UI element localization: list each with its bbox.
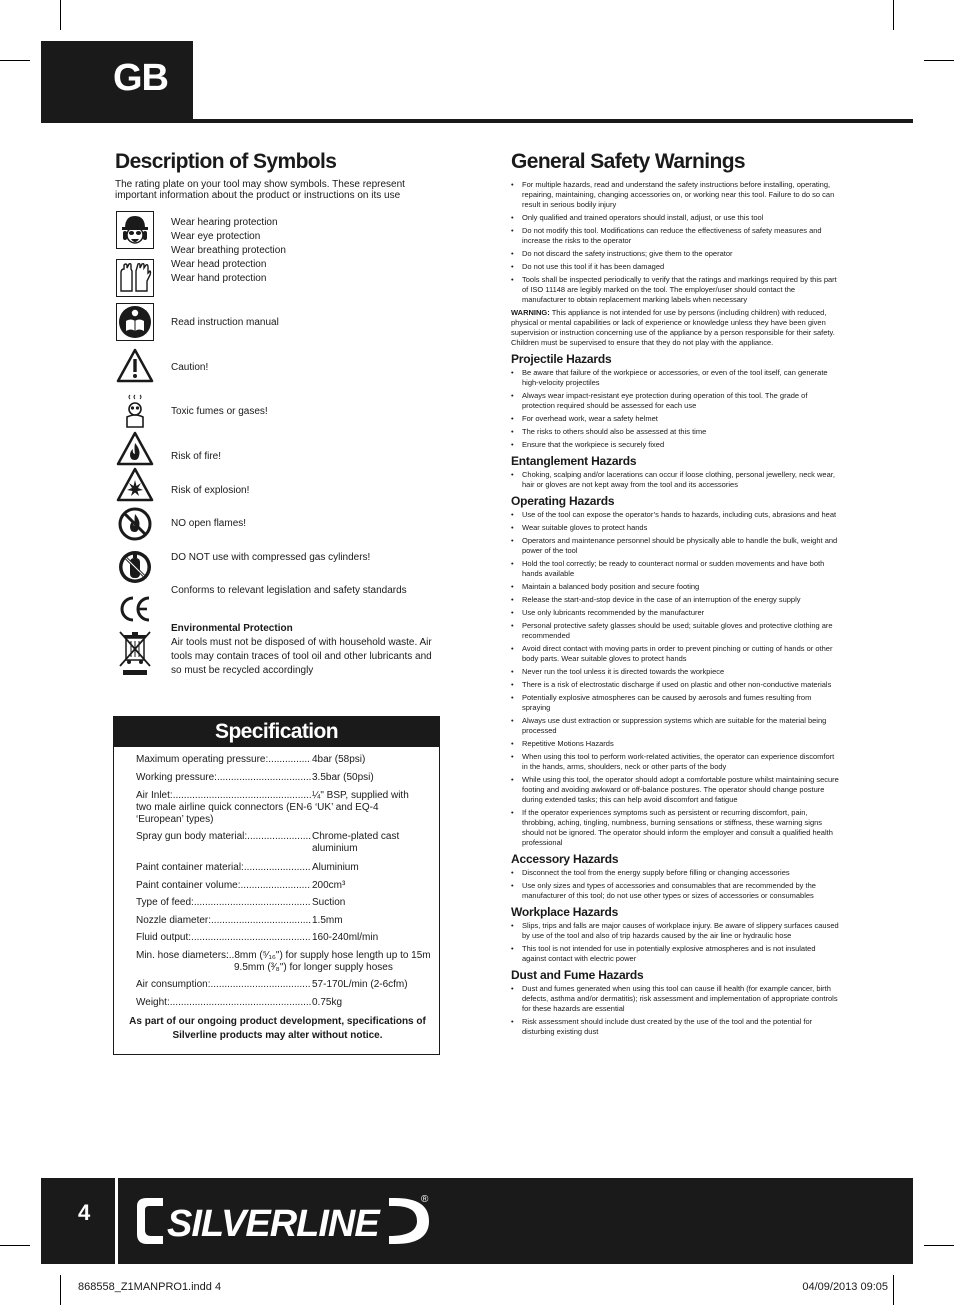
hazard-list xyxy=(511,921,841,964)
spec-value: Aluminium xyxy=(312,862,436,874)
hazard-section-title: Accessory Hazards xyxy=(511,852,619,866)
slug-datetime: 04/09/2013 09:05 xyxy=(802,1281,888,1293)
spec-value: Chrome-plated cast aluminium xyxy=(312,831,407,855)
safety-title: General Safety Warnings xyxy=(511,150,745,173)
spec-label: Nozzle diameter: ..... xyxy=(136,915,311,927)
spec-row xyxy=(136,897,436,909)
spec-row xyxy=(136,932,436,944)
crop-mark xyxy=(924,1245,954,1246)
slug-filename: 868558_Z1MANPRO1.indd 4 xyxy=(78,1281,222,1293)
crossed-bin-icon xyxy=(116,628,154,676)
spec-label: Weight: ..... xyxy=(136,997,311,1009)
spec-value: 3.5bar (50psi) xyxy=(312,772,436,784)
hazard-section-title: Entanglement Hazards xyxy=(511,454,637,468)
specification-box xyxy=(113,716,440,1055)
list-item: • When using this tool to perform work-related activities, the operator can experience discomfort in the hands, arms, shoulders, neck or other parts of the body xyxy=(511,752,841,772)
environmental-title: Environmental Protection xyxy=(171,623,293,634)
no-flames-icon xyxy=(116,505,154,543)
list-item: • Risk assessment should include dust created by the use of the tool and the potential for disturbing existing dust xyxy=(511,1017,841,1037)
warning-paragraph xyxy=(511,308,841,348)
symbol-line: Wear eye protection xyxy=(171,231,261,242)
caution-icon xyxy=(116,347,154,385)
list-item: • Choking, scalping and/or lacerations can occur if loose clothing, personal jewellery, neck wear, hair or gloves are not kept away from the tool and its accessories xyxy=(511,470,841,490)
spec-label: Fluid output: ..... xyxy=(136,932,311,944)
list-item: • Ensure that the workpiece is securely fixed xyxy=(511,440,841,450)
list-item: • Personal protective safety glasses should be used; suitable gloves and protective clothing are recommended xyxy=(511,621,841,641)
spec-continuation: two male airline quick connectors (EN-6 ‘UK’ and EQ-4 ‘European’ types) xyxy=(136,802,379,825)
spec-row xyxy=(136,979,436,991)
explosion-icon xyxy=(116,466,154,504)
spec-value: ...8mm (⁵⁄₁₆") for supply hose length up to 15m xyxy=(226,950,431,961)
list-item: • Tools shall be inspected periodically to verify that the ratings and markings required by this part of ISO 11148 are legibly marked on the tool. The employer/user should contact the manufacturer to obtain replacement marking labels when necessary xyxy=(511,275,841,305)
list-item: • Use of the tool can expose the operator’s hands to hazards, including cuts, abrasions and heat xyxy=(511,510,841,520)
symbol-fire-text: Risk of fire! xyxy=(171,451,222,462)
list-item: • Use only sizes and types of accessories and consumables that are recommended by the manufacturer of this tool; do not use other types or sizes of accessories or consumables xyxy=(511,881,841,901)
footer-divider xyxy=(115,1178,118,1264)
spec-continuation: 9.5mm (³⁄₈") for longer supply hoses xyxy=(234,962,393,973)
symbol-line: Wear breathing protection xyxy=(171,245,286,256)
header-rule xyxy=(193,119,913,123)
symbol-line: Wear hand protection xyxy=(171,273,267,284)
hazard-list xyxy=(511,368,841,450)
list-item: • Be aware that failure of the workpiece or accessories, or even of the tool itself, can generate high-velocity projectiles xyxy=(511,368,841,388)
spec-label: Paint container material: ..... xyxy=(136,862,311,874)
crop-mark xyxy=(60,0,61,30)
spec-label: Min. hose diameters: xyxy=(136,950,229,961)
spec-row xyxy=(136,754,436,766)
list-item: • Dust and fumes generated when using this tool can cause ill health (for example cancer, birth defects, asthma and/or dermatitis); risk assessment and implementation of appropriate controls for these hazards are essential xyxy=(511,984,841,1014)
hazard-list xyxy=(511,984,841,1037)
list-item: • If the operator experiences symptoms such as persistent or recurring discomfort, pain, throbbing, aching, tingling, numbness, burning sensations or stiffness, these warning signs should not be ignored. The operator should inform the employer and consult a qualified health professional xyxy=(511,808,841,848)
list-item: • Do not use this tool if it has been damaged xyxy=(511,262,841,272)
spec-row xyxy=(136,831,436,855)
symbol-gas-text: DO NOT use with compressed gas cylinders! xyxy=(171,552,371,563)
no-gas-cylinder-icon xyxy=(116,548,154,586)
fire-icon xyxy=(116,430,154,468)
crop-mark xyxy=(893,1275,894,1305)
symbol-ppe-text xyxy=(171,216,286,286)
ppe-head-icon xyxy=(116,211,154,249)
spec-label: Air consumption: ..... xyxy=(136,979,311,991)
list-item: • Operators and maintenance personnel should be physically able to handle the bulk, weight and power of the tool xyxy=(511,536,841,556)
hazard-list xyxy=(511,868,841,901)
list-item: • Wear suitable gloves to protect hands xyxy=(511,523,841,533)
symbol-line: Wear head protection xyxy=(171,259,267,270)
spec-label: Type of feed: ..... xyxy=(136,897,311,909)
spec-row xyxy=(136,772,436,784)
crop-mark xyxy=(924,60,954,61)
footer-bar xyxy=(41,1178,913,1264)
list-item: • Release the start-and-stop device in the case of an interruption of the energy supply xyxy=(511,595,841,605)
hazard-section-title: Projectile Hazards xyxy=(511,352,612,366)
spec-value: 200cm³ xyxy=(312,880,436,892)
hazard-sections xyxy=(511,352,841,1037)
spec-value: 0.75kg xyxy=(312,997,436,1009)
list-item: • Maintain a balanced body position and secure footing xyxy=(511,582,841,592)
specification-title: Specification xyxy=(114,717,439,747)
spec-label: Working pressure: ..... xyxy=(136,772,311,784)
spec-label: Paint container volume: ..... xyxy=(136,880,311,892)
spec-value: ¼" BSP, supplied with xyxy=(312,790,436,802)
spec-value: 160-240ml/min xyxy=(312,932,436,944)
symbol-manual-text: Read instruction manual xyxy=(171,317,279,328)
safety-warnings xyxy=(511,180,841,1040)
hazard-section-title: Operating Hazards xyxy=(511,494,615,508)
spec-row xyxy=(136,997,436,1009)
symbol-explosion-text: Risk of explosion! xyxy=(171,485,250,496)
list-item: • Hold the tool correctly; be ready to counteract normal or sudden movements and have both hands available xyxy=(511,559,841,579)
list-item: • There is a risk of electrostatic discharge if used on plastic and other non-conductive materials xyxy=(511,680,841,690)
ce-mark-icon xyxy=(116,590,154,628)
toxic-fumes-icon xyxy=(116,393,154,431)
spec-value: 57-170L/min (2-6cfm) xyxy=(312,979,436,991)
spec-value: 4bar (58psi) xyxy=(312,754,436,766)
symbols-title: Description of Symbols xyxy=(115,150,337,173)
silverline-logo xyxy=(133,1190,433,1252)
symbol-caution-text: Caution! xyxy=(171,362,209,373)
list-item: • Do not modify this tool. Modifications can reduce the effectiveness of safety measures and increase the risks to the operator xyxy=(511,226,841,246)
spec-row xyxy=(136,950,436,974)
crop-mark xyxy=(893,0,894,30)
list-item: • Always wear impact-resistant eye protection during operation of this tool. The grade of protection required should be assessed for each use xyxy=(511,391,841,411)
spec-value: 1.5mm xyxy=(312,915,436,927)
spec-label: Spray gun body material: ..... xyxy=(136,831,311,843)
list-item: • For overhead work, wear a safety helmet xyxy=(511,414,841,424)
list-item: • While using this tool, the operator should adopt a comfortable posture whilst maintaining secure footing and avoiding awkward or off-balance postures. The operator should change posture during extended tasks; this can help avoid discomfort and fatigue xyxy=(511,775,841,805)
registered-mark: ® xyxy=(421,1194,429,1205)
list-item: • Disconnect the tool from the energy supply before filling or changing accessories xyxy=(511,868,841,878)
page-number: 4 xyxy=(78,1200,91,1225)
spec-row xyxy=(136,790,436,826)
list-item: • The risks to others should also be assessed at this time xyxy=(511,427,841,437)
list-item: • Slips, trips and falls are major causes of workplace injury. Be aware of slippery surfaces caused by use of the tool and also of trip hazards caused by the air line or hydraulic hose xyxy=(511,921,841,941)
environmental-protection xyxy=(171,622,443,678)
crop-mark xyxy=(0,1245,30,1246)
symbol-line: Wear hearing protection xyxy=(171,217,278,228)
language-label: GB xyxy=(113,57,168,99)
spec-row xyxy=(136,880,436,892)
language-tab xyxy=(41,41,193,123)
spec-row xyxy=(136,915,436,927)
crop-mark xyxy=(0,60,30,61)
hazard-section-title: Dust and Fume Hazards xyxy=(511,968,644,982)
general-warning-list xyxy=(511,180,841,305)
list-item: • Avoid direct contact with moving parts in order to prevent pinching or cutting of hands or other body parts. Wear suitable gloves to protect hands xyxy=(511,644,841,664)
spec-row xyxy=(136,862,436,874)
list-item: • This tool is not intended for use in potentially explosive atmospheres and is not insulated against contact with electric power xyxy=(511,944,841,964)
hazard-list xyxy=(511,470,841,490)
list-item: • Do not discard the safety instructions; give them to the operator xyxy=(511,249,841,259)
specification-note: As part of our ongoing product development, specifications of Silverline products may alter without notice. xyxy=(129,1016,426,1041)
warning-text: This appliance is not intended for use by persons (including children) with reduced, physical or mental capabilities or lack of experience or knowledge unless they have been given supervision or instruction concerning use of the appliance by a person responsible for their safety. Children must be supervised to ensure that they do not play with the appliance. xyxy=(511,308,835,347)
list-item: • Repetitive Motions Hazards xyxy=(511,739,841,749)
list-item: • Potentially explosive atmospheres can be caused by aerosols and fumes resulting from spraying xyxy=(511,693,841,713)
spec-value: Suction xyxy=(312,897,436,909)
warning-label: WARNING: xyxy=(511,308,550,317)
hazard-list xyxy=(511,510,841,848)
symbol-ce-text: Conforms to relevant legislation and safety standards xyxy=(171,585,407,596)
spec-label: Air Inlet: ..... xyxy=(136,790,311,802)
spec-label: Maximum operating pressure: ..... xyxy=(136,754,311,766)
hazard-section-title: Workplace Hazards xyxy=(511,905,619,919)
gloves-icon xyxy=(116,259,154,297)
symbols-intro: The rating plate on your tool may show symbols. These represent important information about the product or instructions on its use xyxy=(115,179,405,201)
list-item: • Always use dust extraction or suppression systems which are suitable for the material being processed xyxy=(511,716,841,736)
environmental-text: Air tools must not be disposed of with household waste. Air tools may contain traces of tool oil and other lubricants and so must be recycled accordingly xyxy=(171,637,432,676)
crop-mark xyxy=(60,1275,61,1305)
symbol-toxic-text: Toxic fumes or gases! xyxy=(171,406,268,417)
list-item: • Only qualified and trained operators should install, adjust, or use this tool xyxy=(511,213,841,223)
list-item: • Never run the tool unless it is directed towards the workpiece xyxy=(511,667,841,677)
brand-wordmark: SILVERLINE xyxy=(167,1203,379,1245)
list-item: • Use only lubricants recommended by the manufacturer xyxy=(511,608,841,618)
list-item: • For multiple hazards, read and understand the safety instructions before installing, operating, repairing, maintaining, changing accessories on, or working near this tool. Failure to do so can result in serious bodily injury xyxy=(511,180,841,210)
symbol-flames-text: NO open flames! xyxy=(171,518,247,529)
read-manual-icon xyxy=(116,303,154,341)
